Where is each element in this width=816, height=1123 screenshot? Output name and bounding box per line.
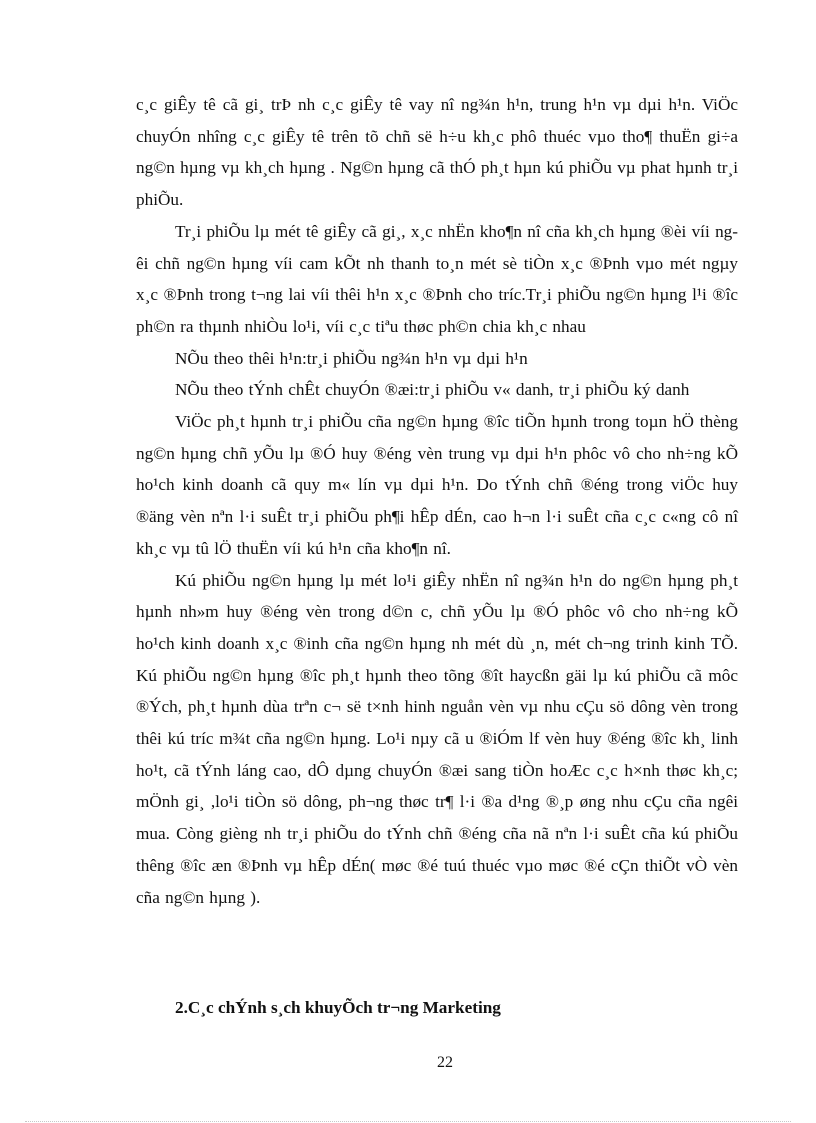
section-heading: 2.C¸c chÝnh s¸ch khuyÕch tr¬ng Marketing xyxy=(175,998,501,1017)
document-body xyxy=(136,89,738,913)
paragraph-bond-definition: Tr¸i phiÕu lµ mét tê giÊy cã gi¸, x¸c nhËn kho¶n nî cña kh¸ch hµng ®èi víi ngêi chñ ng©n hµng víi cam kÕt nh thanh to¸n mét sè tiÒn x¸c ®Þnh vµo mét ngµy x¸c ®Þnh trong t¬ng lai víi thêi h¹n x¸c ®Þnh cho tríc.Tr¸i phiÕu ng©n hµng l¹i ®îc ph©n ra thµnh nhiÒu lo¹i, víi c¸c tiªu thøc ph©n chia kh¸c nhau xyxy=(136,221,738,336)
paragraph-bond-by-term: NÕu theo thêi h¹n:tr¸i phiÕu ng¾n h¹n vµ dµi h¹n xyxy=(175,348,528,368)
page-break-separator xyxy=(25,1121,791,1122)
paragraph-securities-transfer: c¸c giÊy tê cã gi¸ trÞ nh c¸c giÊy tê vay nî ng¾n h¹n, trung h¹n vµ dµi h¹n. ViÖc chuyÓn nhîng c¸c giÊy tê trên tõ chñ së h÷u kh¸c phô thuéc vµo tho¶ thuËn gi÷a ng©n hµng vµ kh¸ch hµng . Ng©n hµng cã thÓ ph¸t hµn kú phiÕu vµ phat hµnh tr¸i phiÕu. xyxy=(136,95,738,210)
paragraph-promissory-note: Kú phiÕu ng©n hµng lµ mét lo¹i giÊy nhËn nî ng¾n h¹n do ng©n hµng ph¸t hµnh nh»m huy ®éng vèn trong d©n c, chñ yÕu lµ ®Ó phôc vô cho nh÷ng kÕ ho¹ch kinh doanh x¸c ®inh cña ng©n hµng nh mét dù ¸n, mét ch¬ng trinh kinh TÕ. Kú phiÕu ng©n hµng ®îc ph¸t hµnh theo tõng ®ît haycßn gäi lµ kú phiÕu cã môc ®Ých, ph¸t hµnh dùa trªn c¬ së t×nh hinh nguån vèn vµ nhu cÇu sö dông vèn trong thêi kú tríc m¾t cña ng©n hµng. Lo¹i nµy cã u ®iÓm lf vèn huy ®éng ®îc kh¸ linh ho¹t, cã tÝnh láng cao, dÔ dµng chuyÓn ®æi sang tiÒn hoÆc c¸c h×nh thøc kh¸c; mÖnh gi¸ ,lo¹i tiÒn sö dông, ph¬ng thøc tr¶ l·i ®a d¹ng ®¸p øng nhu cÇu cña ngêi mua. Còng gièng nh tr¸i phiÕu do tÝnh chñ ®éng cña nã nªn l·i suÊt cña kú phiÕu thêng ®îc æn ®Þnh vµ hÊp dÉn( møc ®é tuú thuéc vµo møc ®é cÇn thiÕt vÒ vèn cña ng©n hµng ). xyxy=(136,570,738,907)
page-number: 22 xyxy=(437,1054,453,1071)
paragraph-bond-by-transferability: NÕu theo tÝnh chÊt chuyÓn ®æi:tr¸i phiÕu v« danh, tr¸i phiÕu ký danh xyxy=(175,380,690,400)
paragraph-bond-issuance: ViÖc ph¸t hµnh tr¸i phiÕu cña ng©n hµng ®îc tiÕn hµnh trong toµn hÖ thèng ng©n hµng chñ yÕu lµ ®Ó huy ®éng vèn trung vµ dµi h¹n phôc vô cho nh÷ng kÕ ho¹ch kinh doanh cã quy m« lín vµ dµi h¹n. Do tÝnh chñ ®éng trong viÖc huy ®äng vèn nªn l·i suÊt tr¸i phiÕu ph¶i hÊp dÉn, cao h¬n l·i suÊt cña c¸c c«ng cô nî kh¸c vµ tû lÖ thuËn víi kú h¹n cña kho¶n nî. xyxy=(136,412,738,558)
